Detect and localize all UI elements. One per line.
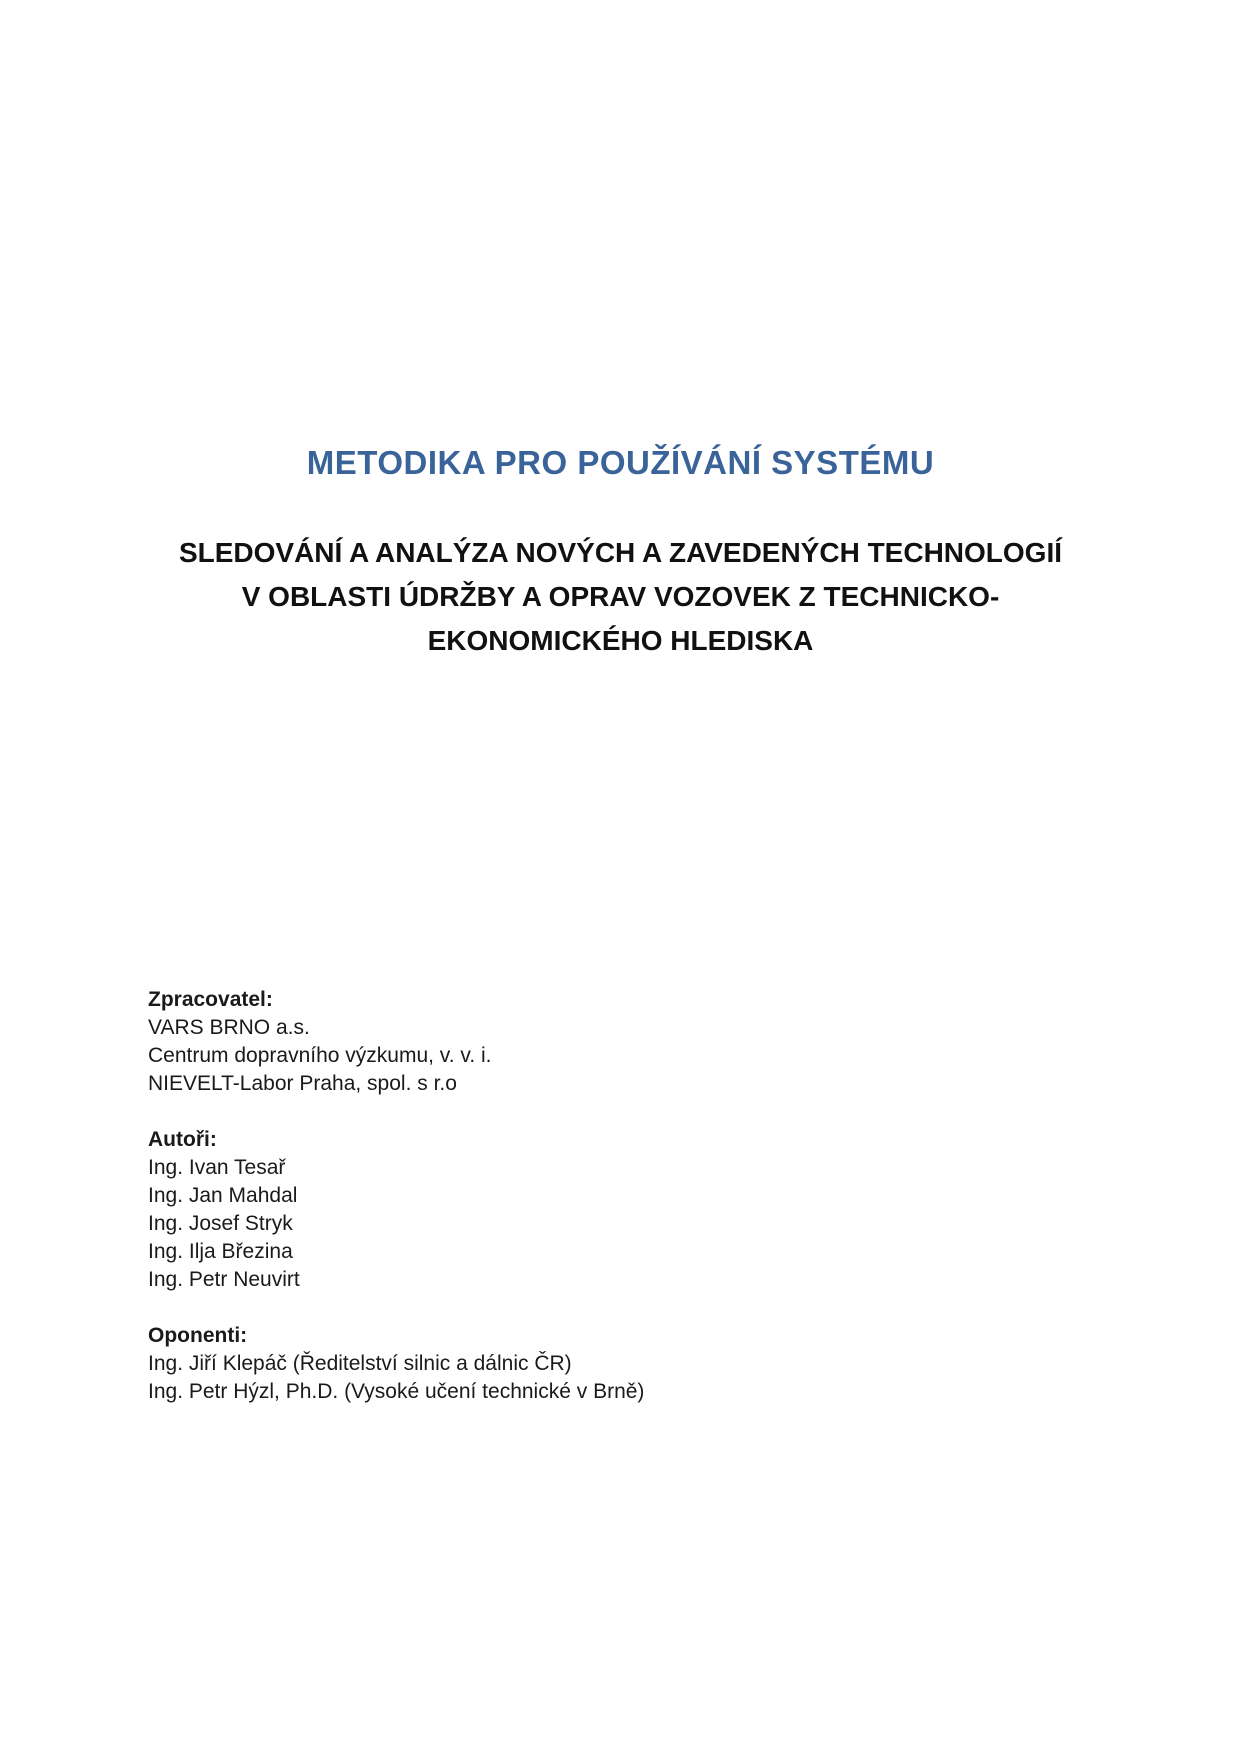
document-title: METODIKA PRO POUŽÍVÁNÍ SYSTÉMU bbox=[306, 444, 935, 481]
credits-block bbox=[148, 986, 1098, 1406]
autori-name-1: Ing. Ivan Tesař bbox=[148, 1156, 286, 1179]
autori-label: Autoři: bbox=[148, 1128, 217, 1151]
section-zpracovatel bbox=[148, 986, 1098, 1098]
autori-name-2: Ing. Jan Mahdal bbox=[148, 1184, 298, 1207]
zpracovatel-org-2: Centrum dopravního výzkumu, v. v. i. bbox=[148, 1044, 492, 1067]
oponenti-label: Oponenti: bbox=[148, 1324, 248, 1347]
zpracovatel-label: Zpracovatel: bbox=[148, 988, 273, 1011]
oponenti-name-1: Ing. Jiří Klepáč (Ředitelství silnic a dálnic ČR) bbox=[148, 1352, 572, 1375]
subtitle-line-1: SLEDOVÁNÍ A ANALÝZA NOVÝCH A ZAVEDENÝCH TECHNOLOGIÍ bbox=[178, 537, 1063, 568]
autori-name-3: Ing. Josef Stryk bbox=[148, 1212, 293, 1235]
subtitle-line-3: EKONOMICKÉHO HLEDISKA bbox=[427, 625, 814, 656]
autori-name-5: Ing. Petr Neuvirt bbox=[148, 1268, 300, 1291]
subtitle-line-2: V OBLASTI ÚDRŽBY A OPRAV VOZOVEK Z TECHNICKO- bbox=[241, 581, 1000, 612]
zpracovatel-org-3: NIEVELT-Labor Praha, spol. s r.o bbox=[148, 1072, 457, 1095]
oponenti-name-2: Ing. Petr Hýzl, Ph.D. (Vysoké učení technické v Brně) bbox=[148, 1380, 645, 1403]
section-autori bbox=[148, 1126, 1098, 1294]
document-subtitle bbox=[0, 531, 1241, 663]
zpracovatel-org-1: VARS BRNO a.s. bbox=[148, 1016, 310, 1039]
autori-name-4: Ing. Ilja Březina bbox=[148, 1240, 293, 1263]
section-oponenti bbox=[148, 1322, 1098, 1406]
